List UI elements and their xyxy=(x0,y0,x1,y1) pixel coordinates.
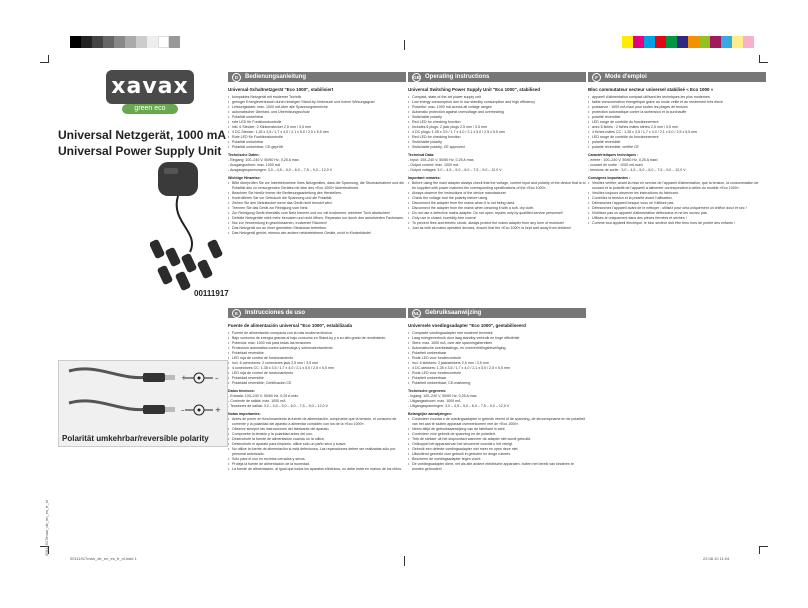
list-item: • Fuente de alimentación compacta con la más moderna técnica xyxy=(228,331,406,336)
list-item: • Controleer vóór gebruik de spanning en de polariteit. xyxy=(408,432,586,437)
list-item: • Rode LED voor functiecontrole xyxy=(408,371,586,376)
list-item: • Antes de poner en funcionamiento la fuente de alimentación, compruebe que la tensión, el consumo de corriente y la polaridad del aparato a alimentar coinciden con los de la »Eco 1000«. xyxy=(228,417,406,427)
list-item: • LED rouge de contrôle du fonctionnement xyxy=(588,120,766,125)
tech-line: - tensions de sortie : 3,0 – 4,5 – 5,0 – 6,0 – 7,5 – 9,0 – 12,0 V xyxy=(588,168,686,172)
notes-list xyxy=(228,181,406,236)
tech-line: - Output voltages: 3.0 – 4.5 – 5.0 – 6.0 – 7.5 – 9.0 – 12.0 V xyxy=(408,168,502,172)
list-item: • Switchable polarity xyxy=(408,115,586,120)
list-item: • LED rouge de contrôle du fonctionnement xyxy=(588,135,766,140)
section-header-fr xyxy=(588,72,766,82)
list-item: • Always observe the instructions of the device manufacturer. xyxy=(408,191,586,196)
section-title: Universal Switching Power Supply Unit "Eco 1000", stabilised xyxy=(408,87,541,92)
section-subtitle: Belangrijke aanwijzingen: xyxy=(408,412,452,416)
list-item: • Switchable polarity xyxy=(408,140,586,145)
list-item: • Automatic protection against overvoltage and overheating xyxy=(408,110,586,115)
list-item: • Compact, state-of-the-art power supply unit xyxy=(408,95,586,100)
list-item: • 4 DC plugs: 1.35 x 3.5 / 1.7 x 4.0 / 2.1 x 5.0 / 2.5 x 5.5 mm xyxy=(408,130,586,135)
svg-text:–: – xyxy=(215,374,219,382)
list-item: • Desenchufe el aparato para limpiarlo, utilice sólo un paño seco y suave. xyxy=(228,442,406,447)
polarity-illustration xyxy=(59,361,227,435)
list-item: • Desenchufe la fuente de alimentación cuando no la utilice. xyxy=(228,437,406,442)
list-item: • Polarität umkehrbar; CE-geprüft xyxy=(228,145,406,150)
section-subtitle: Technical Data: xyxy=(408,153,435,157)
power-supply-image xyxy=(150,162,230,292)
tech-line: - Ausgangsspannungen: 3,0 – 4,5 – 5,0 – 6,0 – 7,5 – 9,0 – 12,0 V xyxy=(228,168,333,172)
list-item: • Check the voltage and the polarity before using. xyxy=(408,196,586,201)
list-item: • Polariteit omkeerbaar xyxy=(408,351,586,356)
grayscale-bar xyxy=(70,36,180,48)
list-item: • inkl. 6 Stecker: 2 Klinkenstecker 2,5 mm / 3,5 mm xyxy=(228,125,406,130)
tech-line: - Input: 100–240 V, 50/60 Hz, 0.25 A max. xyxy=(408,158,475,162)
section-header-label: Mode d'emploi xyxy=(605,73,647,80)
list-item: • Utilisez-le uniquement dans des pièces fermées et sèches ! xyxy=(588,216,766,221)
tech-line: - Corriente de salida: máx. 1000 mA xyxy=(228,399,286,403)
list-item: • Polaridad reversible; Certificación CE xyxy=(228,381,406,386)
feature-list xyxy=(588,95,766,150)
list-item: • automatischer Überlast- und Überhitzungsschutz xyxy=(228,110,406,115)
list-item: • Das Netzgerät nur an einer geerdeten Steckdose betreiben. xyxy=(228,226,406,231)
section-gb xyxy=(408,72,586,231)
section-subtitle: Datos técnicos: xyxy=(228,389,255,393)
list-item: • Trek de stekker uit het stopcontact wanneer de adapter niet wordt gebruikt. xyxy=(408,437,586,442)
brand-tagline: green eco xyxy=(122,104,178,114)
list-item: • Proteja la fuente de alimentación de la humedad. xyxy=(228,462,406,467)
language-code-badge: F xyxy=(592,73,601,82)
polarity-label: Polarität umkehrbar/reversible polarity xyxy=(62,434,209,443)
list-item: • To prevent fires and electric shock, always protect the mains adapter from any form of moisture! xyxy=(408,221,586,226)
section-subtitle: Notas importantes: xyxy=(228,412,261,416)
list-item: • Controleer voordat u de voedingsadapter in gebruik neemt of de spanning, de stroomopname en de polariteit van het aan te sluiten apparaat overeenkomen met de »Eco 1000«. xyxy=(408,417,586,427)
list-item: • Rode LED voor functiecontrole xyxy=(408,356,586,361)
list-item: • Gebruik een defecte voedingsadapter niet meer en open deze niet. xyxy=(408,447,586,452)
side-code: 00111917/man_de_en_es_fr_nl xyxy=(44,500,49,556)
list-item: • Zur Reinigung Gerät ebenfalls vom Netz trennen und nur mit trockenem, weichem Tuch abwischen! xyxy=(228,211,406,216)
section-de xyxy=(228,72,406,236)
crop-mark xyxy=(760,62,768,63)
list-item: • Sterk: max. 1000 mA, over alle spanningsbereiken xyxy=(408,341,586,346)
section-subtitle: Caractéristiques techniques : xyxy=(588,153,639,157)
list-item: • Includes 6 plugs: 2 jack plugs 2.5 mm / 3.5 mm xyxy=(408,125,586,130)
section-header-gb xyxy=(408,72,586,82)
tech-line: - Uitgangsstroom: max. 1000 mA xyxy=(408,399,461,403)
notes-list xyxy=(408,181,586,231)
list-item: • Débranchez l'appareil avant de le nettoyer ; utilisez pour cela uniquement un chiffon doux et sec ! xyxy=(588,206,766,211)
list-item: • Uitsluitend geschikt voor gebruik in gesloten en droge ruimtes. xyxy=(408,452,586,457)
section-es xyxy=(228,308,406,472)
list-item: • Kontrollieren Sie vor Gebrauch die Spannung und die Polarität. xyxy=(228,196,406,201)
section-header-es xyxy=(228,308,406,318)
section-subtitle: Important remarks: xyxy=(408,176,441,180)
list-item: • Compacte voedingsadapter met moderne techniek xyxy=(408,331,586,336)
section-header-label: Bedienungsanleitung xyxy=(245,73,307,80)
list-item: • avec 6 fiches : 2 fiches mâles stéréo 2,5 mm / 3,5 mm xyxy=(588,125,766,130)
tech-line: - Ausgangsstrom: max. 1000 mA xyxy=(228,163,281,167)
list-item: • geringer Energieverbrauch durch niedrigen Stand-by-Verbrauch und hohen Wirkungsgrad xyxy=(228,100,406,105)
list-item: • Do not use a defective mains adapter. Do not open; repairs only by qualified service personnel! xyxy=(408,211,586,216)
list-item: • La fuente de alimentación, al igual que todos los aparatos eléctricos, no debe estar en manos de los niños. xyxy=(228,467,406,472)
list-item: • 4 fiches mâles CC : 1,35 x 3,5 / 1,7 x 4,0 / 2,1 x 5,0 / 2,5 x 5,5 mm xyxy=(588,130,766,135)
list-item: • Das Netzgerät gehört, ebenso wie andere netzbetriebene Geräte, nicht in Kinderhände! xyxy=(228,231,406,236)
list-item: • Bajo consumo de energía gracias al bajo consumo en Stand-by y a su alto grado de rendimiento xyxy=(228,336,406,341)
section-title: Universal-Schaltnetzgerät "Eco 1000", stabilisiert xyxy=(228,87,334,92)
list-item: • 4 DC-stekkers: 1,35 x 3,5 / 1,7 x 4,0 / 2,1 x 5,0 / 2,5 x 5,5 mm xyxy=(408,366,586,371)
tech-line: - Ingang: 100–240 V, 50/60 Hz, 0,25 A max. xyxy=(408,394,478,398)
list-item: • puissance : 1000 mA maxi pour toutes les plages de tension xyxy=(588,105,766,110)
tech-line: - Entrada: 100–240 V, 50/60 Hz, 0,25 A máx. xyxy=(228,394,299,398)
list-item: • Beachten Sie hierfür immer die Bedienungsanleitung des Herstellers. xyxy=(228,191,406,196)
feature-list xyxy=(408,95,586,150)
section-header-nl xyxy=(408,308,586,318)
list-item: • Polarität umkehrbar xyxy=(228,115,406,120)
crop-mark xyxy=(40,62,48,63)
language-code-badge: D xyxy=(232,73,241,82)
article-number: 00111917 xyxy=(194,289,229,298)
list-item: • Red LED for checking function xyxy=(408,120,586,125)
section-subtitle: Technische gegevens: xyxy=(408,389,447,393)
section-title: Universele voedingsadapter "Eco 1000", gestabiliseerd xyxy=(408,323,526,328)
list-item: • Ziehen Sie den Netzstecker wenn das Gerät nicht benutzt wird. xyxy=(228,201,406,206)
list-item: • polarité réversible, certifié CE xyxy=(588,145,766,150)
list-item: • kompaktes Netzgerät mit moderner Technik xyxy=(228,95,406,100)
section-title: Bloc commutateur secteur universel stabilisé « Eco 1000 » xyxy=(588,87,714,92)
product-title xyxy=(58,127,226,159)
section-subtitle: Wichtige Hinweise: xyxy=(228,176,261,180)
footer-date: 22.08.10 11:04 xyxy=(703,556,730,561)
list-item: • Sólo para el uso en recintos cerrados y secos. xyxy=(228,457,406,462)
feature-list xyxy=(228,95,406,150)
tech-line: - Output current: max. 1000 mA xyxy=(408,163,459,167)
list-item: • No utilice la fuente de alimentación si está defectuosa. Las reparaciones deben ser realizadas sólo por personal autorizado. xyxy=(228,447,406,457)
section-fr xyxy=(588,72,766,226)
crop-mark xyxy=(404,40,405,50)
section-nl xyxy=(408,308,586,472)
list-item: • Just as with all mains operated devices, ensure that the »Eco 1000« is kept well away from children! xyxy=(408,226,586,231)
list-item: • Trennen Sie das Gerät zur Reinigung vom Netz. xyxy=(228,206,406,211)
notes-list xyxy=(588,181,766,226)
list-item: • Laag energieverbruik door laag standby-verbruik en hoge efficiëntie xyxy=(408,336,586,341)
section-subtitle: Consignes importantes : xyxy=(588,176,631,180)
product-title-en: Universal Power Supply Unit xyxy=(58,144,222,158)
language-code-badge: GB xyxy=(413,74,420,80)
list-item: • Disconnect the adapter from the mains when it is not being used. xyxy=(408,201,586,206)
section-header-label: Instrucciones de uso xyxy=(245,309,306,316)
crop-mark xyxy=(760,546,768,547)
svg-text:+: + xyxy=(215,406,221,414)
crop-mark xyxy=(759,546,760,554)
list-item: • Red LED for checking function xyxy=(408,135,586,140)
list-item: • Powerful: max. 1000 mA across all voltage ranges xyxy=(408,105,586,110)
list-item: • Nur zur Verwendung in geschlossenen, trockenen Räumen! xyxy=(228,221,406,226)
list-item: • Veuillez toujours observer les instructions du fabricant. xyxy=(588,191,766,196)
product-title-de: Universal Netzgerät, 1000 mA xyxy=(58,128,227,142)
section-header-de xyxy=(228,72,406,82)
crop-mark xyxy=(48,55,49,63)
list-item: • Neem altijd de gebruiksaanwijzing van de fabrikant in acht. xyxy=(408,427,586,432)
list-item: • appareil d'alimentation compact utilisant les techniques les plus modernes xyxy=(588,95,766,100)
list-item: • Ontkoppel het apparaat van het stroomnet voordat u het reinigt. xyxy=(408,442,586,447)
list-item: • Comme tout appareil électrique, le bloc secteur doit être tenu hors de portée des enfants ! xyxy=(588,221,766,226)
section-title: Fuente de alimentación universal "Eco 1000", estabilizada xyxy=(228,323,353,328)
list-item: • LED roja de control de funcionamiento xyxy=(228,371,406,376)
list-item: • Polarität umkehrbar xyxy=(228,140,406,145)
list-item: • Switchable polarity, CE approved xyxy=(408,145,586,150)
list-item: • Low energy consumption due to low standby consumption and high efficiency xyxy=(408,100,586,105)
section-header-label: Gebruiksaanwijzing xyxy=(425,309,482,316)
section-header-label: Operating instructions xyxy=(425,73,490,80)
list-item: • Bescherm de voedingsadapter tegen vocht. xyxy=(408,457,586,462)
list-item: • Before using the main adapter always check that the voltage, current input and polarity of the device that is to be supplied with power matches the corresponding specifications of the »Eco 1000«. xyxy=(408,181,586,191)
list-item: • Polaridad reversible xyxy=(228,351,406,356)
list-item: • Compruebe la tensión y la polaridad antes del uso. xyxy=(228,432,406,437)
list-item: • Polariteit omkeerbaar; CE-markering xyxy=(408,381,586,386)
list-item: • 4 DC-Stecker: 1,35 x 3,5 / 1,7 x 4,0 / 2,1 x 5,0 / 2,5 x 5,5 mm xyxy=(228,130,406,135)
language-code-badge: E xyxy=(232,309,241,318)
list-item: • Observe siempre las instrucciones del fabricante del aparato. xyxy=(228,427,406,432)
list-item: • Automatische overbelastings- en oververhittingsbeveiliging xyxy=(408,346,586,351)
list-item: • Polariteit omkeerbaar xyxy=(408,376,586,381)
footer-file: 00111917man_de_en_es_fr_nl.indd 1 xyxy=(70,556,137,561)
list-item: • N'utilisez pas un appareil d'alimentation défectueux et ne les ouvrez pas. xyxy=(588,211,766,216)
section-subtitle: Technische Daten: xyxy=(228,153,260,157)
list-item: • Contrôlez la tension et la polarité avant l'utilisation. xyxy=(588,196,766,201)
list-item: • 4 conectores CC: 1,35 x 3,5 / 1,7 x 4,0 / 2,1 x 5,0 / 2,5 x 5,5 mm xyxy=(228,366,406,371)
list-item: • rote LED für Funktionskontrolle xyxy=(228,120,406,125)
list-item: • Rote LED für Funktionskontrolle xyxy=(228,135,406,140)
tech-line: - Tensiones de salida: 3,0 – 4,5 – 5,0 – 6,0 – 7,5 – 9,0 – 12,0 V xyxy=(228,404,329,408)
list-item: • Polaridad reversible xyxy=(228,376,406,381)
tech-line: - entrée : 100–240 V, 50/60 Hz, 0,25 A maxi xyxy=(588,158,658,162)
list-item: • LED roja de control de funcionamiento xyxy=(228,356,406,361)
notes-list xyxy=(408,417,586,472)
list-item: • protection automatique contre la surtension et la surchauffe xyxy=(588,110,766,115)
svg-text:–: – xyxy=(181,406,185,414)
list-item: • polarité réversible xyxy=(588,115,766,120)
language-code-badge: NL xyxy=(413,310,420,316)
list-item: • Disconnect the adapter from the mains when cleaning it with a soft, dry cloth. xyxy=(408,206,586,211)
list-item: • Leistungsstark: max. 1000 mA über alle Spannungsbereiche xyxy=(228,105,406,110)
tech-line: - Eingang: 100–240 V, 50/60 Hz, 0,25 A max. xyxy=(228,158,300,162)
color-bar xyxy=(622,36,754,48)
list-item: • Incl. 6 stekkers: 2 jackstekkers 2,5 mm / 3,5 mm xyxy=(408,361,586,366)
list-item: • De voedingsadapter dient, net als alle andere elektrische apparaten, buiten het bereik van kinderen te worden gehouden! xyxy=(408,462,586,472)
list-item: • Bitte überprüfen Sie vor Inbetriebnahme Ihres Netzgerätes, dass die Spannung, die Stromaufnahme und die Polarität des zu versorgenden Gerätes mit dem des »Eco 1000« übereinstimmt. xyxy=(228,181,406,191)
brand-logo: xavax xyxy=(106,70,194,104)
crop-mark xyxy=(404,556,405,566)
notes-list xyxy=(228,417,406,472)
list-item: • Débranchez l'appareil lorsque vous ne l'utilisez pas. xyxy=(588,201,766,206)
feature-list xyxy=(408,331,586,386)
list-item: • Defekte Netzgeräte nicht mehr benutzen und nicht öffnen. Reparatur nur durch den autorisierten Fachmann. xyxy=(228,216,406,221)
tech-line: - Uitgangsspanningen: 3,0 – 4,5 – 5,0 – 6,0 – 7,5 – 9,0 – 12,0 V xyxy=(408,404,510,408)
feature-list xyxy=(228,331,406,386)
list-item: • Potencia: máx. 1000 mA para todas las tensiones xyxy=(228,341,406,346)
list-item: • Incl. 6 conectores: 2 conectores jack 2,5 mm / 3,5 mm xyxy=(228,361,406,366)
list-item: • Only use in closed, humidity-free rooms! xyxy=(408,216,586,221)
svg-text:+: + xyxy=(181,374,187,382)
tech-line: - courant de sortie : 1000 mA maxi xyxy=(588,163,643,167)
list-item: • faible consommation énergétique grâce au mode veille et au rendement très élevé xyxy=(588,100,766,105)
list-item: • Protección automática contra sobrecarga y sobrecalentamiento xyxy=(228,346,406,351)
list-item: • polarité réversible xyxy=(588,140,766,145)
list-item: • Veuillez vérifier, avant la mise en service de l'appareil d'alimentation, que la tension, la consommation de courant et la polarité de l'appareil à alimenter correspondent à celles du modèle »Eco 1000«. xyxy=(588,181,766,191)
